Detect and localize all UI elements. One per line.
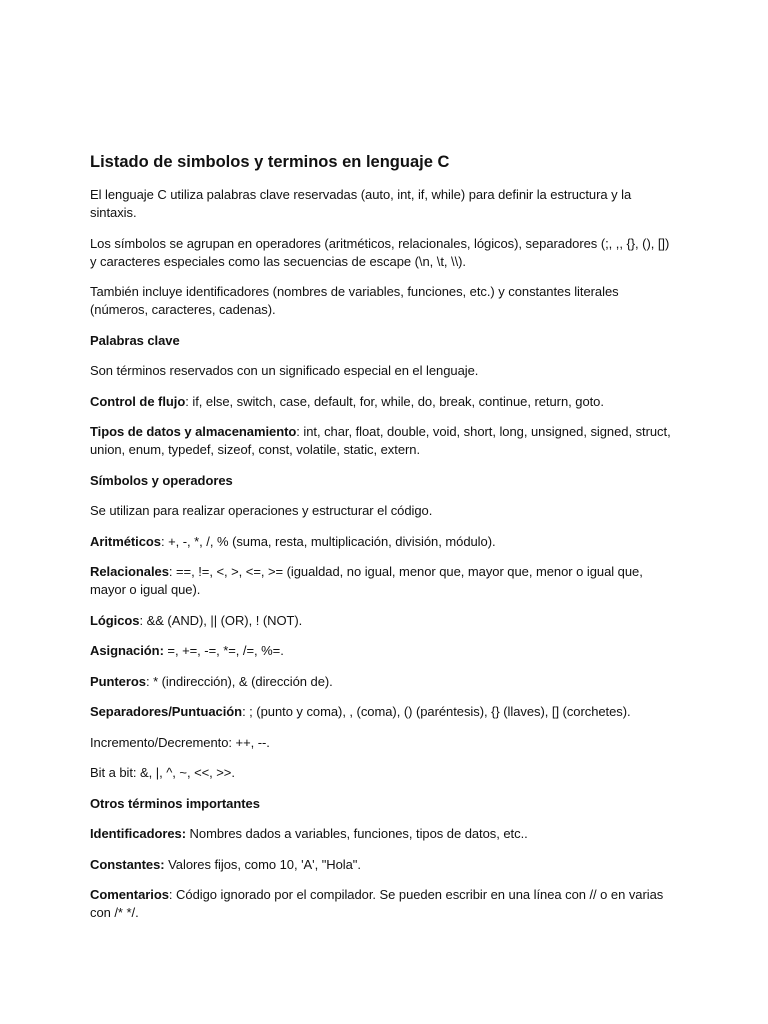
paragraph-text: : ; (punto y coma), , (coma), () (paréntesis), {} (llaves), [] (corchetes). <box>242 704 631 719</box>
section-heading <box>90 795 678 813</box>
paragraph <box>90 533 678 551</box>
paragraph <box>90 642 678 660</box>
paragraph-bold: Aritméticos <box>90 533 161 549</box>
paragraph-text: Se utilizan para realizar operaciones y estructurar el código. <box>90 503 433 518</box>
paragraph-bold: Lógicos <box>90 612 140 628</box>
paragraph-text: : int, char, float, double, void, short, long, unsigned, signed, struct, union, enum, typedef, sizeof, const, volatile, static, extern. <box>90 424 671 457</box>
paragraph-bold: Punteros <box>90 673 146 689</box>
document-title: Listado de simbolos y terminos en lenguaje C <box>90 153 450 171</box>
paragraph-text: Los símbolos se agrupan en operadores (aritméticos, relacionales, lógicos), separadores (;, ,, {}, (), []) y caracteres especiales como las secuencias de escape (\n, \t, \\). <box>90 235 670 269</box>
paragraph <box>90 764 678 782</box>
paragraph-text: Incremento/Decremento: ++, --. <box>90 734 270 750</box>
paragraph-bold: Tipos de datos y almacenamiento <box>90 424 297 439</box>
section-heading <box>90 472 678 490</box>
paragraph <box>90 423 678 459</box>
paragraph-bold: Constantes: <box>90 856 165 872</box>
paragraph <box>90 734 678 752</box>
paragraph-text: : +, -, *, /, % (suma, resta, multiplicación, división, módulo). <box>160 533 496 549</box>
paragraph-bold: Separadores/Puntuación <box>90 704 243 719</box>
paragraph-text: : Código ignorado por el compilador. Se pueden escribir en una línea con // o en varias con /* */. <box>90 887 664 920</box>
paragraph-bold: Símbolos y operadores <box>90 472 233 488</box>
paragraph <box>90 612 678 630</box>
paragraph-bold: Asignación: <box>90 643 164 658</box>
paragraph <box>90 502 678 520</box>
paragraph-bold: Identificadores: <box>90 826 186 841</box>
paragraph-bold: Comentarios <box>90 887 169 902</box>
paragraph <box>90 362 678 380</box>
paragraph <box>90 393 678 411</box>
paragraph <box>90 673 678 691</box>
paragraph-text: : && (AND), || (OR), ! (NOT). <box>139 612 303 628</box>
paragraph-text: Son términos reservados con un significado especial en el lenguaje. <box>90 363 479 378</box>
paragraph <box>90 563 678 599</box>
paragraph <box>90 703 678 721</box>
paragraph <box>90 825 678 843</box>
paragraph-text: El lenguaje C utiliza palabras clave reservadas (auto, int, if, while) para definir la estructura y la sintaxis. <box>90 187 632 220</box>
paragraph-bold: Otros términos importantes <box>90 795 260 811</box>
paragraph <box>90 886 678 922</box>
paragraph-bold: Palabras clave <box>90 332 180 348</box>
paragraph-text: : if, else, switch, case, default, for, while, do, break, continue, return, goto. <box>185 393 604 409</box>
paragraph <box>90 856 678 874</box>
section-heading <box>90 332 678 350</box>
paragraph-text: Nombres dados a variables, funciones, tipos de datos, etc.. <box>186 826 528 841</box>
paragraph-text: También incluye identificadores (nombres de variables, funciones, etc.) y constantes literales (números, caracteres, cadenas). <box>90 284 619 317</box>
paragraph-text: : * (indirección), & (dirección de). <box>145 673 333 689</box>
paragraph <box>90 235 678 271</box>
paragraph-bold: Control de flujo <box>90 393 186 409</box>
paragraph-text: : ==, !=, <, >, <=, >= (igualdad, no igual, menor que, mayor que, menor o igual que, mayor o igual que). <box>90 564 643 597</box>
paragraph-bold: Relacionales <box>90 564 169 579</box>
paragraph <box>90 283 678 319</box>
paragraph-text: =, +=, -=, *=, /=, %=. <box>163 643 284 658</box>
paragraph <box>90 186 678 222</box>
paragraph-text: Bit a bit: &, |, ^, ~, <<, >>. <box>90 765 235 780</box>
paragraph-text: Valores fijos, como 10, 'A', "Hola". <box>164 856 361 872</box>
